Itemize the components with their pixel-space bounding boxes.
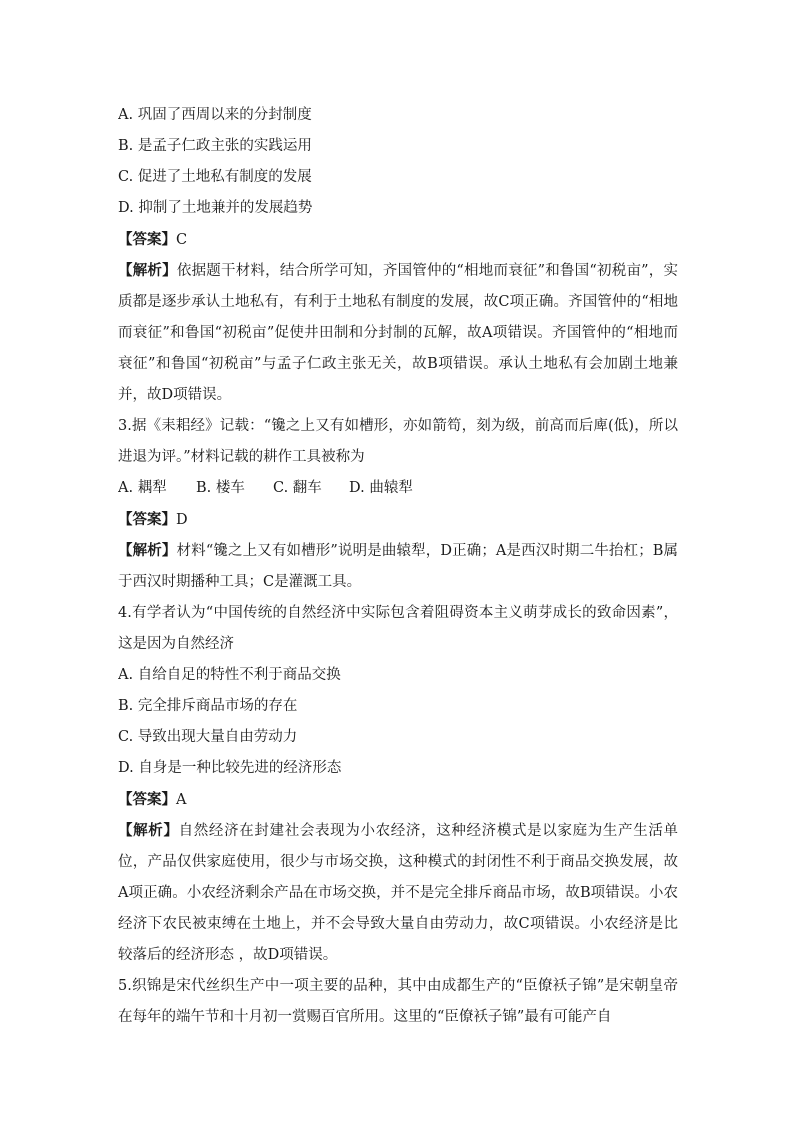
answer-value: C: [176, 232, 188, 248]
q3-option-d: D. 曲辕犁: [349, 480, 413, 496]
q2-option-d: D. 抑制了土地兼并的发展趋势: [118, 200, 313, 216]
document-body: [118, 100, 678, 1033]
q3-analysis: [118, 535, 678, 598]
q4-option-b: B. 完全排斥商品市场的存在: [118, 698, 298, 714]
answer-value: D: [176, 512, 188, 528]
analysis-text: 自然经济在封建社会表现为小农经济，这种经济模式是以家庭为生产生活单位，产品仅供家庭使用，很少与市场交换，这种模式的封闭性不利于商品交换发展，故A项正确。小农经济剩余产品在市场交换，并不是完全排斥商品市场，故B项错误。小农经济下农民被束缚在土地上，并不会导致大量自由劳动力，故C项错误。小农经济是比较落后的经济形态 ，故D项错误。: [118, 823, 679, 963]
q3-option-a: A. 耦犁: [118, 480, 167, 496]
q5-stem: 5.织锦是宋代丝织生产中一项主要的品种，其中由成都生产的“臣僚袄子锦”是宋朝皇帝在每年的端午节和十月初一赏赐百官所用。这里的“臣僚袄子锦”最有可能产自: [118, 978, 678, 1025]
q4-option-d: D. 自身是一种比较先进的经济形态: [118, 760, 342, 776]
q3-option-c: C. 翻车: [273, 480, 322, 496]
q3-stem: 3.据《耒耜经》记载：“镵之上又有如槽形，亦如箭笱，刻为级，前高而后庳(低)，所以进退为评。”材料记载的耕作工具被称为: [118, 418, 678, 465]
answer-tag: 【答案】: [118, 511, 176, 528]
q4-stem: 4.有学者认为“中国传统的自然经济中实际包含着阻碍资本主义萌芽成长的致命因素”，这是因为自然经济: [118, 605, 678, 652]
q4-analysis: [118, 815, 678, 971]
q4-option-a: A. 自给自足的特性不利于商品交换: [118, 667, 341, 683]
analysis-tag: 【解析】: [118, 822, 179, 839]
answer-tag: 【答案】: [118, 231, 176, 248]
analysis-tag: 【解析】: [118, 262, 177, 279]
q2-option-c: C. 促进了土地私有制度的发展: [118, 169, 312, 185]
q4-answer: [118, 784, 678, 815]
q3-option-b: B. 楼车: [196, 480, 245, 496]
q2-option-a: A. 巩固了西周以来的分封制度: [118, 107, 312, 123]
q2-analysis: [118, 255, 678, 411]
q3-options: [118, 473, 678, 504]
answer-tag: 【答案】: [118, 791, 176, 808]
analysis-text: 材料“镵之上又有如槽形”说明是曲辕犁，D正确；A是西汉时期二牛抬杠；B属于西汉时期播种工具；C是灌溉工具。: [118, 543, 679, 590]
analysis-text: 依据题干材料，结合所学可知，齐国管仲的“相地而衰征”和鲁国“初税亩”，实质都是逐步承认土地私有，有利于土地私有制度的发展，故C项正确。齐国管仲的“相地而衰征”和鲁国“初税亩”促使井田制和分封制的瓦解，故A项错误。齐国管仲的“相地而衰征”和鲁国“初税亩”与孟子仁政主张无关，故B项错误。承认土地私有会加剧土地兼并，故D项错误。: [118, 263, 678, 403]
q3-answer: [118, 504, 678, 535]
q2-option-b: B. 是孟子仁政主张的实践运用: [118, 138, 312, 154]
q2-answer: [118, 224, 678, 255]
analysis-tag: 【解析】: [118, 542, 177, 559]
answer-value: A: [176, 792, 187, 808]
q4-option-c: C. 导致出现大量自由劳动力: [118, 729, 298, 745]
